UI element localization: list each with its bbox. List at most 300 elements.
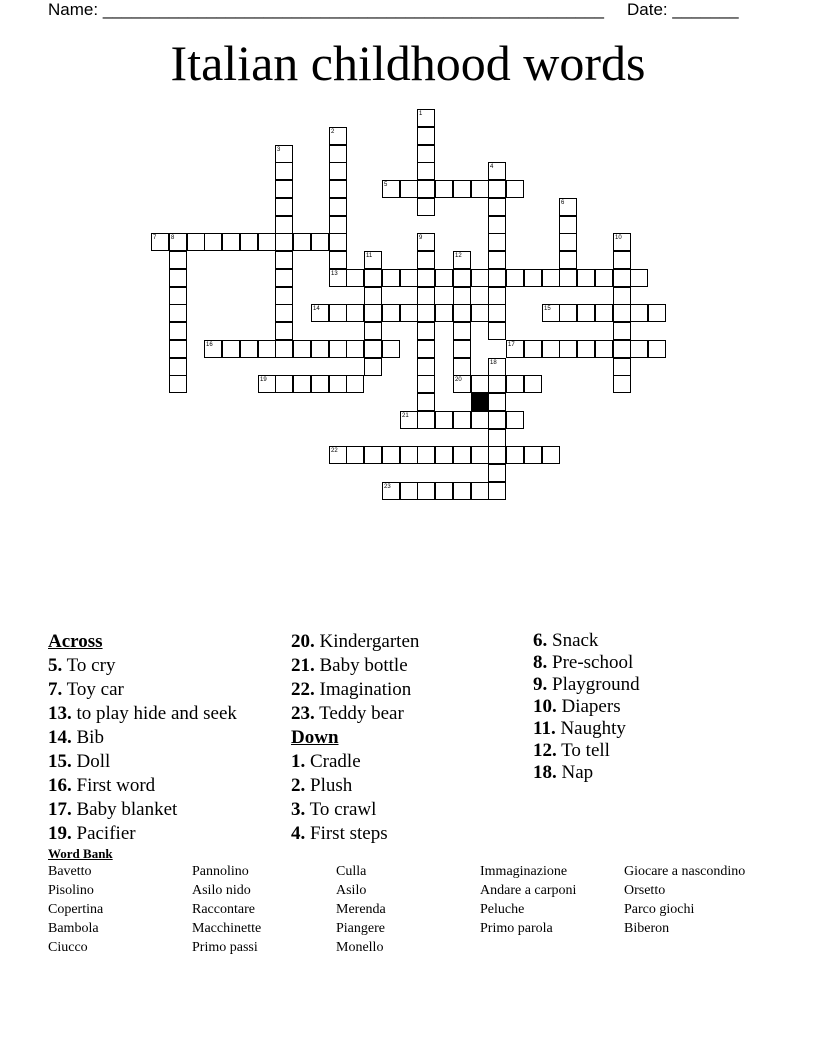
crossword-cell[interactable]	[400, 482, 418, 500]
clue-item	[291, 774, 419, 798]
crossword-cell[interactable]	[453, 287, 471, 305]
clue-number: 23.	[291, 703, 315, 724]
clue-text: To tell	[556, 740, 610, 761]
crossword-cell[interactable]	[417, 269, 435, 287]
crossword-cell[interactable]	[613, 233, 631, 251]
crossword-grid	[0, 0, 816, 520]
crossword-cell[interactable]	[488, 198, 506, 216]
crossword-cell[interactable]	[204, 233, 222, 251]
crossword-cell[interactable]	[346, 304, 364, 322]
clue-number: 14	[313, 306, 320, 312]
crossword-cell[interactable]	[364, 322, 382, 340]
crossword-cell[interactable]	[222, 233, 240, 251]
word-bank-item: Parco giochi	[624, 902, 695, 917]
crossword-cell[interactable]	[275, 340, 293, 358]
word-bank-item: Asilo	[336, 883, 367, 898]
clue-number: 20.	[291, 631, 315, 652]
clue-number: 17.	[48, 799, 72, 820]
clue-number: 4.	[291, 823, 306, 844]
crossword-cell[interactable]	[524, 340, 542, 358]
crossword-cell[interactable]	[506, 446, 524, 464]
word-bank-item: Asilo nido	[192, 883, 251, 898]
clue-item	[533, 674, 640, 696]
clues-column-1	[48, 630, 237, 846]
crossword-cell[interactable]	[293, 233, 311, 251]
crossword-cell[interactable]	[453, 446, 471, 464]
crossword-cell[interactable]	[559, 304, 577, 322]
word-bank-item: Immaginazione	[480, 864, 568, 879]
clue-item	[533, 740, 640, 762]
word-bank-item: Ciucco	[48, 940, 88, 955]
crossword-cell[interactable]	[169, 233, 187, 251]
clue-number: 7	[153, 235, 157, 241]
crossword-cell[interactable]	[329, 233, 347, 251]
clue-item	[533, 652, 640, 674]
word-bank-item: Pisolino	[48, 883, 94, 898]
across-heading: Across	[48, 631, 103, 652]
clue-item	[533, 718, 640, 740]
clues-column-2	[291, 630, 419, 846]
clue-number: 18.	[533, 762, 557, 783]
word-bank-item: Andare a carponi	[480, 883, 577, 898]
clue-number: 21	[402, 413, 409, 419]
crossword-cell[interactable]	[417, 180, 435, 198]
crossword-cell[interactable]	[435, 411, 453, 429]
crossword-cell[interactable]	[577, 269, 595, 287]
clue-text: First word	[71, 775, 156, 796]
word-bank-item: Bambola	[48, 921, 99, 936]
crossword-cell[interactable]	[613, 304, 631, 322]
word-bank-title: Word Bank	[48, 846, 113, 861]
crossword-cell[interactable]	[630, 269, 648, 287]
crossword-cell[interactable]	[435, 482, 453, 500]
crossword-cell[interactable]	[559, 340, 577, 358]
crossword-cell[interactable]	[364, 287, 382, 305]
clue-item	[48, 678, 237, 702]
crossword-cell[interactable]	[559, 198, 577, 216]
clue-item	[291, 750, 419, 774]
crossword-cell[interactable]	[169, 269, 187, 287]
clue-number: 10.	[533, 696, 557, 717]
crossword-cell[interactable]	[417, 322, 435, 340]
crossword-cell[interactable]	[559, 233, 577, 251]
clue-number: 12	[455, 253, 462, 259]
crossword-cell[interactable]	[329, 304, 347, 322]
clue-text: Bib	[71, 727, 104, 748]
page-title: Italian childhood words	[170, 35, 646, 91]
crossword-cell[interactable]	[417, 304, 435, 322]
crossword-cell[interactable]	[630, 340, 648, 358]
crossword-cell[interactable]	[204, 340, 222, 358]
crossword-cell[interactable]	[595, 304, 613, 322]
crossword-cell[interactable]	[400, 411, 418, 429]
crossword-cell[interactable]	[417, 340, 435, 358]
crossword-cell[interactable]	[506, 375, 524, 393]
crossword-cell[interactable]	[400, 180, 418, 198]
clue-text: Playground	[547, 674, 640, 695]
crossword-cell[interactable]	[329, 446, 347, 464]
word-bank-item: Copertina	[48, 902, 104, 917]
crossword-cell[interactable]	[435, 446, 453, 464]
clue-text: Toy car	[62, 679, 124, 700]
crossword-cell[interactable]	[506, 340, 524, 358]
word-bank-item: Peluche	[480, 902, 525, 917]
clue-text: To cry	[62, 655, 116, 676]
crossword-cell[interactable]	[364, 358, 382, 376]
clue-item	[291, 654, 419, 678]
crossword-cell[interactable]	[275, 269, 293, 287]
clue-text: First steps	[305, 823, 388, 844]
crossword-cell[interactable]	[169, 251, 187, 269]
crossword-cell[interactable]	[346, 375, 364, 393]
crossword-cell[interactable]	[311, 340, 329, 358]
clue-number: 15.	[48, 751, 72, 772]
crossword-cell[interactable]	[453, 304, 471, 322]
crossword-cell[interactable]	[613, 340, 631, 358]
crossword-cell[interactable]	[417, 482, 435, 500]
crossword-cell[interactable]	[435, 304, 453, 322]
crossword-cell[interactable]	[169, 304, 187, 322]
crossword-cell[interactable]	[613, 251, 631, 269]
crossword-cell[interactable]	[364, 251, 382, 269]
crossword-cell[interactable]	[471, 269, 489, 287]
word-bank-item: Orsetto	[624, 883, 666, 898]
clue-number: 11.	[533, 718, 556, 739]
clue-text: Naughty	[555, 718, 626, 739]
clue-item	[291, 798, 419, 822]
crossword-cell[interactable]	[293, 340, 311, 358]
crossword-cell[interactable]	[453, 269, 471, 287]
clue-number: 22	[331, 448, 338, 454]
crossword-cell[interactable]	[382, 180, 400, 198]
clue-number: 7.	[48, 679, 63, 700]
crossword-cell[interactable]	[453, 340, 471, 358]
crossword-cell[interactable]	[346, 269, 364, 287]
crossword-cell[interactable]	[417, 411, 435, 429]
crossword-cell[interactable]	[488, 251, 506, 269]
crossword-cell[interactable]	[329, 251, 347, 269]
clue-number: 10	[615, 235, 622, 241]
crossword-cell[interactable]	[488, 162, 506, 180]
clue-item	[533, 762, 640, 784]
word-bank-item: Macchinette	[192, 921, 262, 936]
down-heading: Down	[291, 727, 339, 748]
crossword-cell[interactable]	[488, 429, 506, 447]
crossword-cell[interactable]	[311, 304, 329, 322]
crossword-cell[interactable]	[258, 375, 276, 393]
crossword-cell[interactable]	[382, 269, 400, 287]
crossword-cell[interactable]	[542, 269, 560, 287]
crossword-cell[interactable]	[275, 180, 293, 198]
clue-item	[533, 696, 640, 718]
name-line: _____________________________________________________	[102, 0, 604, 19]
clue-number: 2	[331, 129, 335, 135]
crossword-cell[interactable]	[417, 109, 435, 127]
crossword-cell[interactable]	[329, 162, 347, 180]
crossword-cell[interactable]	[346, 446, 364, 464]
crossword-cell[interactable]	[488, 375, 506, 393]
crossword-cell[interactable]	[346, 340, 364, 358]
crossword-cell[interactable]	[506, 269, 524, 287]
crossword-cell[interactable]	[275, 287, 293, 305]
crossword-cell[interactable]	[488, 287, 506, 305]
clue-number: 22.	[291, 679, 315, 700]
crossword-cell[interactable]	[613, 375, 631, 393]
crossword-cell[interactable]	[382, 446, 400, 464]
crossword-cell[interactable]	[613, 269, 631, 287]
clue-number: 8	[171, 235, 175, 241]
clue-item	[48, 702, 237, 726]
crossword-cell[interactable]	[329, 375, 347, 393]
word-bank-item: Culla	[336, 864, 367, 879]
crossword-cell[interactable]	[417, 446, 435, 464]
clue-number: 3.	[291, 799, 306, 820]
crossword-cell[interactable]	[329, 127, 347, 145]
crossword-cell[interactable]	[151, 233, 169, 251]
crossword-cell[interactable]	[240, 340, 258, 358]
crossword-cell[interactable]	[435, 269, 453, 287]
crossword-cell[interactable]	[542, 304, 560, 322]
crossword-cell[interactable]	[417, 198, 435, 216]
clue-number: 16	[206, 342, 213, 348]
crossword-cell[interactable]	[417, 358, 435, 376]
crossword-cell[interactable]	[471, 375, 489, 393]
crossword-cell[interactable]	[417, 233, 435, 251]
crossword-cell[interactable]	[329, 269, 347, 287]
crossword-cell[interactable]	[453, 322, 471, 340]
name-label: Name:	[48, 0, 99, 19]
crossword-cell[interactable]	[488, 482, 506, 500]
clue-item	[48, 750, 237, 774]
crossword-cell[interactable]	[187, 233, 205, 251]
crossword-cell[interactable]	[169, 287, 187, 305]
crossword-cell[interactable]	[400, 304, 418, 322]
clue-text: Pacifier	[71, 823, 136, 844]
word-bank-item: Raccontare	[192, 902, 255, 917]
word-bank-item: Giocare a nascondino	[624, 864, 746, 879]
clue-number: 16.	[48, 775, 72, 796]
crossword-cell[interactable]	[293, 375, 311, 393]
word-bank-item: Monello	[336, 940, 384, 955]
crossword-cell[interactable]	[506, 411, 524, 429]
clue-item	[48, 822, 237, 846]
crossword-cell[interactable]	[329, 216, 347, 234]
crossword-cell[interactable]	[417, 145, 435, 163]
clue-text: Snack	[547, 630, 599, 651]
crossword-cell[interactable]	[453, 251, 471, 269]
clue-number: 9.	[533, 674, 548, 695]
crossword-cell[interactable]	[311, 233, 329, 251]
crossword-cell[interactable]	[542, 340, 560, 358]
crossword-cell[interactable]	[488, 304, 506, 322]
crossword-cell[interactable]	[400, 446, 418, 464]
crossword-cell[interactable]	[453, 358, 471, 376]
clue-number: 18	[490, 360, 497, 366]
crossword-cell[interactable]	[577, 340, 595, 358]
crossword-cell[interactable]	[329, 145, 347, 163]
crossword-cell[interactable]	[559, 251, 577, 269]
crossword-cell[interactable]	[488, 411, 506, 429]
date-line: _______	[672, 0, 739, 19]
crossword-cell[interactable]	[506, 180, 524, 198]
crossword-cell[interactable]	[613, 322, 631, 340]
crossword-cell[interactable]	[524, 269, 542, 287]
clue-text: Baby blanket	[71, 799, 178, 820]
clue-number: 19.	[48, 823, 72, 844]
crossword-cell[interactable]	[417, 251, 435, 269]
clue-text: Nap	[556, 762, 594, 783]
clue-number: 3	[277, 147, 281, 153]
crossword-cell[interactable]	[524, 446, 542, 464]
crossword-cell[interactable]	[382, 340, 400, 358]
crossword-cell[interactable]	[275, 375, 293, 393]
crossword-cell[interactable]	[559, 216, 577, 234]
clue-number: 17	[508, 342, 515, 348]
crossword-cell[interactable]	[329, 180, 347, 198]
crossword-cell[interactable]	[471, 446, 489, 464]
crossword-cell[interactable]	[488, 322, 506, 340]
crossword-cell[interactable]	[488, 358, 506, 376]
crossword-cell[interactable]	[488, 180, 506, 198]
crossword-cell[interactable]	[613, 287, 631, 305]
clue-item	[48, 798, 237, 822]
clue-number: 13	[331, 271, 338, 277]
crossword-cell[interactable]	[169, 375, 187, 393]
crossword-cell[interactable]	[417, 162, 435, 180]
crossword-cell[interactable]	[275, 233, 293, 251]
clue-number: 21.	[291, 655, 315, 676]
clue-number: 14.	[48, 727, 72, 748]
crossword-cell[interactable]	[648, 340, 666, 358]
crossword-cell[interactable]	[453, 482, 471, 500]
crossword-cell[interactable]	[648, 304, 666, 322]
word-bank-item: Bavetto	[48, 864, 92, 879]
crossword-cell[interactable]	[275, 162, 293, 180]
crossword-cell[interactable]	[577, 304, 595, 322]
crossword-cell[interactable]	[417, 375, 435, 393]
crossword-cell[interactable]	[559, 269, 577, 287]
crossword-cell[interactable]	[329, 340, 347, 358]
crossword-cell[interactable]	[471, 482, 489, 500]
crossword-cell[interactable]	[630, 304, 648, 322]
word-bank-item: Primo parola	[480, 921, 553, 936]
crossword-cell[interactable]	[488, 464, 506, 482]
date-label: Date:	[627, 0, 668, 19]
crossword-cell[interactable]	[417, 127, 435, 145]
crossword-cell[interactable]	[329, 198, 347, 216]
crossword-cell[interactable]	[311, 375, 329, 393]
clue-number: 19	[260, 377, 267, 383]
word-bank-item: Primo passi	[192, 940, 258, 955]
clue-item	[291, 630, 419, 654]
clue-item	[291, 822, 419, 846]
crossword-cell[interactable]	[488, 393, 506, 411]
clue-number: 1	[419, 111, 423, 117]
crossword-cell[interactable]	[488, 269, 506, 287]
crossword-cell[interactable]	[435, 180, 453, 198]
crossword-cell[interactable]	[595, 340, 613, 358]
clue-text: to play hide and seek	[71, 703, 237, 724]
word-bank-item: Piangere	[336, 921, 385, 936]
crossword-cell[interactable]	[471, 180, 489, 198]
clue-number: 1.	[291, 751, 306, 772]
clue-item	[291, 678, 419, 702]
crossword-cell[interactable]	[613, 358, 631, 376]
crossword-cell[interactable]	[453, 411, 471, 429]
crossword-cell[interactable]	[417, 393, 435, 411]
clue-number: 20	[455, 377, 462, 383]
crossword-cell[interactable]	[240, 233, 258, 251]
crossword-cell[interactable]	[524, 375, 542, 393]
crossword-cell[interactable]	[382, 482, 400, 500]
clue-item	[48, 774, 237, 798]
crossword-cell[interactable]	[364, 269, 382, 287]
crossword-cell[interactable]	[453, 375, 471, 393]
clue-item	[48, 654, 237, 678]
clue-number: 23	[384, 484, 391, 490]
crossword-cell[interactable]	[488, 216, 506, 234]
crossword-cell[interactable]	[275, 216, 293, 234]
clue-text: Pre-school	[547, 652, 634, 673]
crossword-cell[interactable]	[488, 446, 506, 464]
crossword-cell[interactable]	[275, 145, 293, 163]
clue-number: 9	[419, 235, 423, 241]
clue-number: 15	[544, 306, 551, 312]
clue-number: 4	[490, 164, 494, 170]
clue-number: 5	[384, 182, 388, 188]
crossword-cell[interactable]	[453, 180, 471, 198]
crossword-cell[interactable]	[169, 358, 187, 376]
crossword-cell[interactable]	[542, 446, 560, 464]
clue-number: 8.	[533, 652, 548, 673]
clue-text: Cradle	[305, 751, 361, 772]
clue-number: 6	[561, 200, 565, 206]
clue-text: Plush	[305, 775, 353, 796]
clue-item	[291, 702, 419, 726]
clue-number: 13.	[48, 703, 72, 724]
crossword-cell[interactable]	[364, 304, 382, 322]
crossword-cell[interactable]	[400, 269, 418, 287]
clue-text: Doll	[71, 751, 111, 772]
clue-text: To crawl	[305, 799, 377, 820]
crossword-cell[interactable]	[471, 304, 489, 322]
clue-item	[533, 630, 640, 652]
clue-number: 11	[366, 253, 373, 259]
clue-number: 6.	[533, 630, 548, 651]
crossword-cell[interactable]	[275, 251, 293, 269]
crossword-cell[interactable]	[169, 340, 187, 358]
crossword-cell[interactable]	[471, 411, 489, 429]
crossword-cell[interactable]	[382, 304, 400, 322]
crossword-cell[interactable]	[364, 340, 382, 358]
clue-number: 5.	[48, 655, 63, 676]
crossword-cell[interactable]	[169, 322, 187, 340]
clue-text: Kindergarten	[314, 631, 420, 652]
word-bank-item: Pannolino	[192, 864, 249, 879]
crossword-cell[interactable]	[275, 322, 293, 340]
crossword-cell[interactable]	[258, 233, 276, 251]
crossword-cell[interactable]	[417, 287, 435, 305]
clue-number: 12.	[533, 740, 557, 761]
crossword-cell[interactable]	[364, 446, 382, 464]
clue-text: Baby bottle	[314, 655, 408, 676]
crossword-cell[interactable]	[488, 233, 506, 251]
crossword-cell[interactable]	[275, 198, 293, 216]
crossword-cell[interactable]	[258, 340, 276, 358]
crossword-cell[interactable]	[222, 340, 240, 358]
crossword-cell[interactable]	[275, 304, 293, 322]
crossword-cell[interactable]	[595, 269, 613, 287]
